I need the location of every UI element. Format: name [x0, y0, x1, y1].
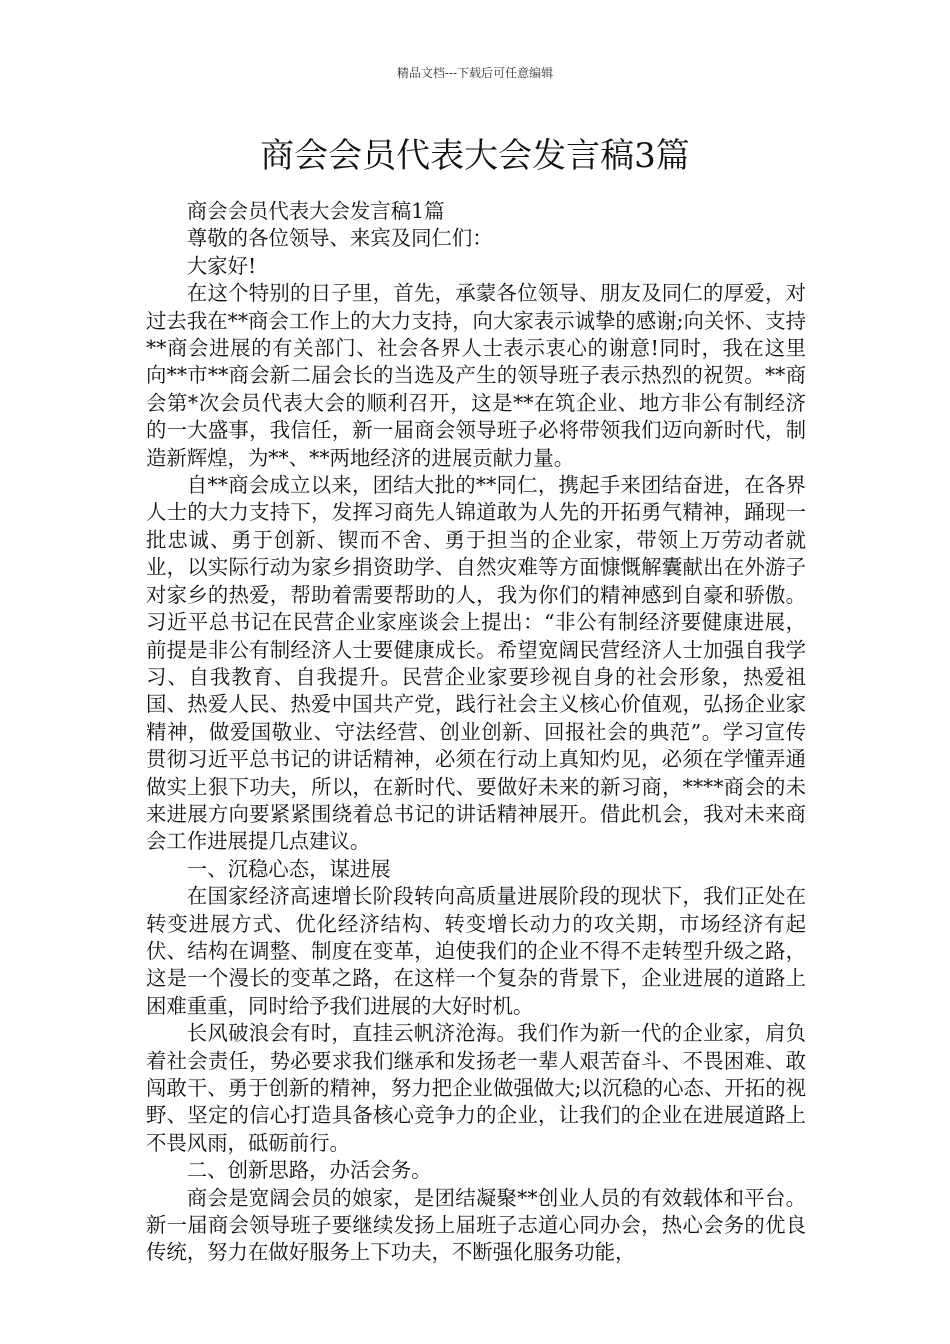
body-paragraph: 自**商会成立以来，团结大批的**同仁，携起手来团结奋进，在各界人士的大力支持下，发挥习商先人锦道敢为人先的开拓勇气精神，踊现一批忠诚、勇于创新、锲而不舍、勇于担当的企业家，带领上万劳动者就业，以实际行动为家乡捐资助学、自然灾难等方面慷慨解囊献出在外游子对家乡的热爱，帮助着需要帮助的人，我为你们的精神感到自豪和骄傲。习近平总书记在民营企业家座谈会上提出：“非公有制经济要健康进展，前提是非公有制经济人士要健康成长。希望宽阔民营经济人士加强自我学习、自我教育、自我提升。民营企业家要珍视自身的社会形象，热爱祖国、热爱人民、热爱中国共产党，践行社会主义核心价值观，弘扬企业家精神，做爱国敬业、守法经营、创业创新、回报社会的典范”。学习宣传贯彻习近平总书记的讲话精神，必须在行动上真知灼见，必须在学懂弄通做实上狠下功夫，所以，在新时代、要做好未来的新习商，****商会的未来进展方向要紧紧围绕着总书记的讲话精神展开。借此机会，我对未来商会工作进展提几点建议。	[146, 473, 806, 854]
greeting-paragraph: 大家好!	[186, 253, 257, 278]
salutation-paragraph: 尊敬的各位领导、来宾及同仁们：	[186, 226, 493, 251]
body-paragraph: 长风破浪会有时，直挂云帆济沧海。我们作为新一代的企业家，肩负着社会责任，势必要求我们继承和发扬老一辈人艰苦奋斗、不畏困难、敢闯敢干、勇于创新的精神，努力把企业做强做大;以沉稳的心态、开拓的视野、坚定的信心打造具备核心竞争力的企业，让我们的企业在进展道路上不畏风雨，砥砺前行。	[146, 1021, 806, 1155]
section-heading: 二、创新思路，办活会务。	[186, 1158, 432, 1183]
section-heading: 一、沉稳心态，谋进展	[186, 856, 391, 881]
body-paragraph: 在国家经济高速增长阶段转向高质量进展阶段的现状下，我们正处在转变进展方式、优化经济结构、转变增长动力的攻关期，市场经济有起伏、结构在调整、制度在变革，迫使我们的企业不得不走转型升级之路，这是一个漫长的变革之路，在这样一个复杂的背景下，企业进展的道路上困难重重，同时给予我们进展的大好时机。	[146, 884, 806, 1018]
subtitle-paragraph: 商会会员代表大会发言稿1篇	[186, 199, 445, 223]
document-body	[146, 198, 806, 1267]
document-title: 商会会员代表大会发言稿3篇	[260, 136, 690, 176]
body-paragraph: 在这个特别的日子里，首先，承蒙各位领导、朋友及同仁的厚爱，对过去我在**商会工作上的大力支持，向大家表示诚挚的感谢;向关怀、支持**商会进展的有关部门、社会各界人士表示衷心的谢意!同时，我在这里向**市**商会新二届会长的当选及产生的领导班子表示热烈的祝贺。**商会第*次会员代表大会的顺利召开，这是**在筑企业、地方非公有制经济的一大盛事，我信任，新一届商会领导班子必将带领我们迈向新时代，制造新辉煌，为**、**两地经济的进展贡献力量。	[146, 281, 806, 470]
body-paragraph: 商会是宽阔会员的娘家，是团结凝聚**创业人员的有效载体和平台。新一届商会领导班子要继续发扬上届班子志道心同办会，热心会务的优良传统，努力在做好服务上下功夫，不断强化服务功能，	[146, 1185, 806, 1265]
header-note: 精品文档---下载后可任意编辑	[396, 66, 554, 80]
